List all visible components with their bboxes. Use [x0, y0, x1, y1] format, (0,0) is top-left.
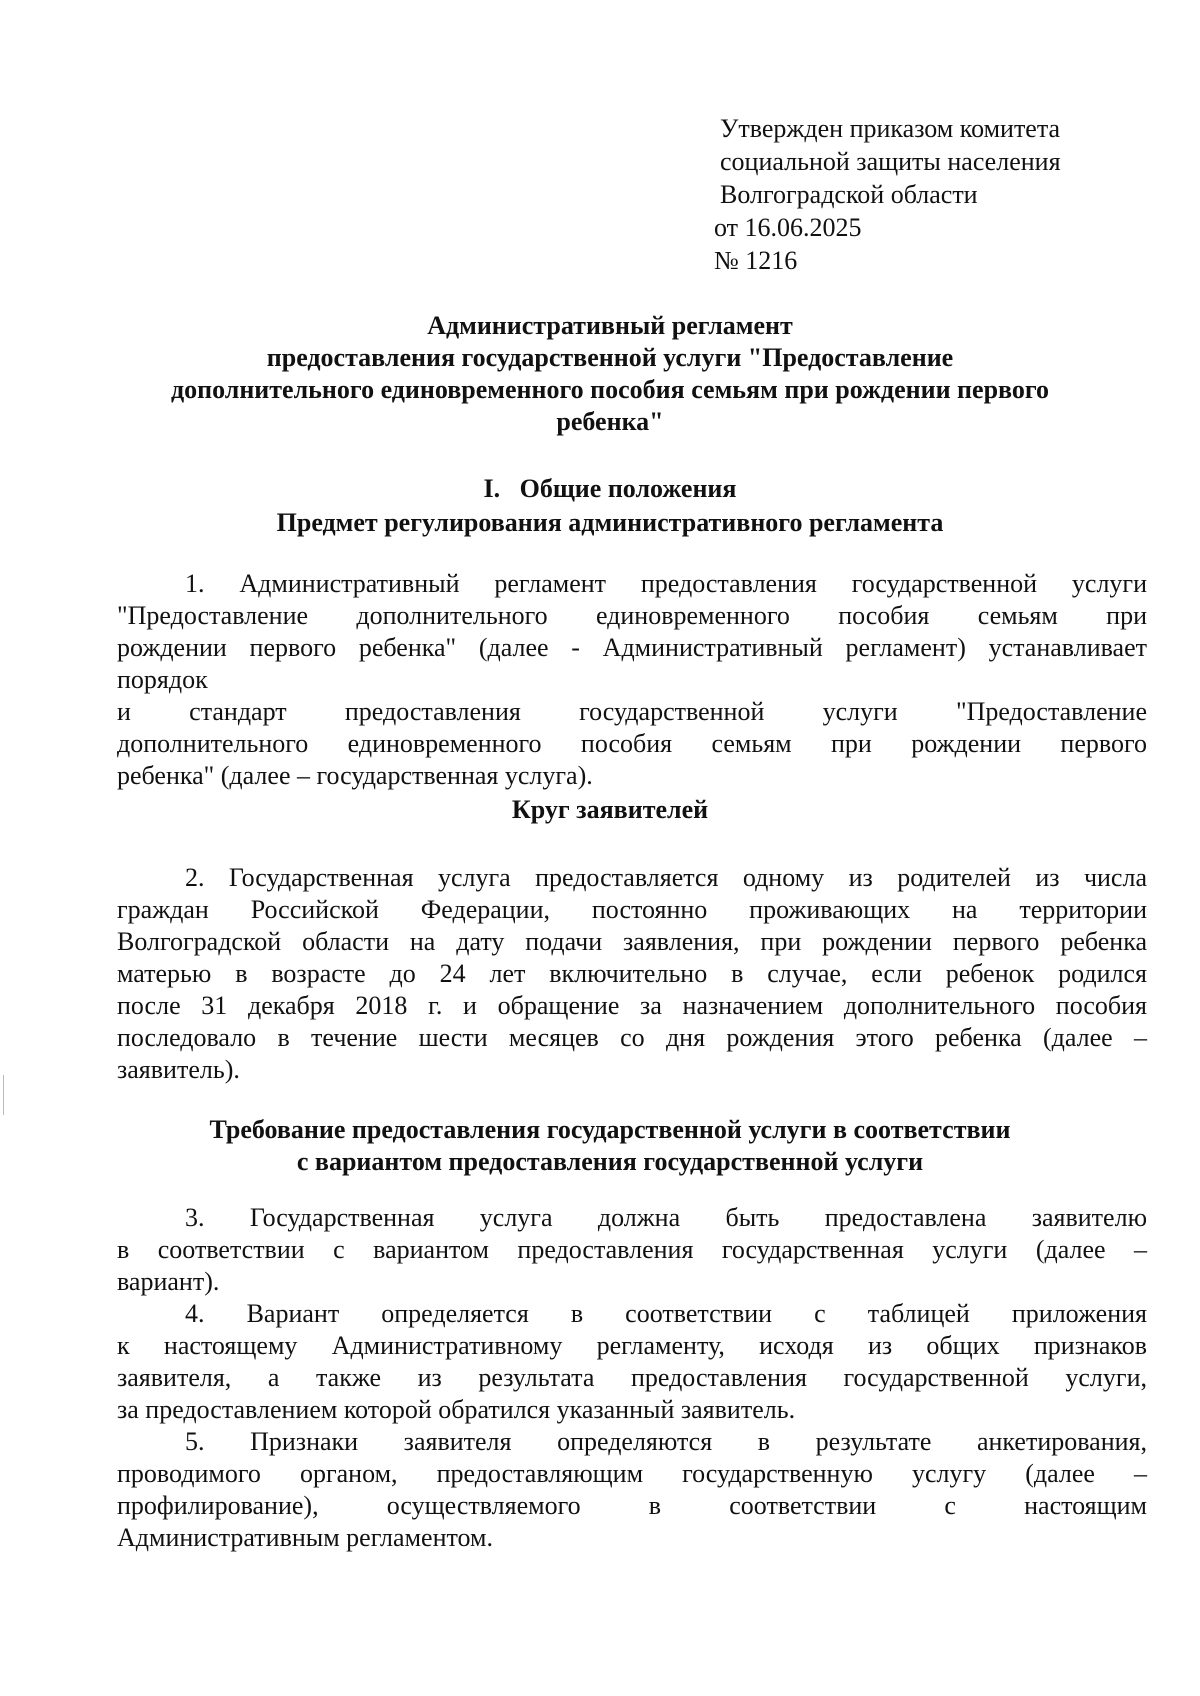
paragraph-1-line: ребенка" (далее – государственная услуга).	[117, 761, 593, 790]
requirement-heading-line-2: с вариантом предоставления государственной услуги	[296, 1147, 924, 1176]
paragraph-1-line: порядок	[117, 665, 208, 694]
paragraph-2-line: заявитель).	[117, 1055, 240, 1084]
title-line-1: Административный регламент	[427, 311, 793, 340]
paragraph-4-line: к настоящему Административному регламенту, исходя из общих признаков	[117, 1331, 1147, 1360]
paragraph-1-line: 1. Административный регламент предоставления государственной услуги	[185, 569, 1147, 598]
paragraph-4	[117, 1298, 1147, 1426]
paragraph-2-line: матерью в возрасте до 24 лет включительно в случае, если ребенок родился	[117, 959, 1147, 988]
approval-line-2: социальной защиты населения	[720, 147, 1061, 176]
paragraph-1-line: и стандарт предоставления государственной услуги "Предоставление	[117, 697, 1147, 726]
paragraph-1-line: "Предоставление дополнительного единовременного пособия семьям при	[117, 601, 1147, 630]
paragraph-2-line: Волгоградской области на дату подачи заявления, при рождении первого ребенка	[117, 927, 1147, 956]
applicants-heading-text: Круг заявителей	[511, 795, 709, 824]
paragraph-5	[117, 1426, 1147, 1554]
paragraph-1	[117, 568, 1147, 792]
paragraph-5-line: Административным регламентом.	[117, 1523, 493, 1552]
title-line-3: дополнительного единовременного пособия семьям при рождении первого	[170, 375, 1050, 404]
paragraph-3-line: 3. Государственная услуга должна быть предоставлена заявителю	[185, 1203, 1147, 1232]
section-1-heading	[110, 472, 1110, 540]
paragraph-5-line: профилирование), осуществляемого в соответствии с настоящим	[117, 1491, 1147, 1520]
approval-stamp	[714, 112, 1061, 277]
paragraph-2-line: последовало в течение шести месяцев со дня рождения этого ребенка (далее –	[117, 1023, 1147, 1052]
requirement-heading	[110, 1114, 1110, 1178]
paragraph-4-line: за предоставлением которой обратился указанный заявитель.	[117, 1395, 796, 1424]
section-1-subtitle: Предмет регулирования административного регламента	[276, 508, 944, 537]
section-1-title: I. Общие положения	[483, 474, 737, 503]
requirement-heading-line-1: Требование предоставления государственной услуги в соответствии	[209, 1115, 1011, 1144]
paragraph-1-line: рождении первого ребенка" (далее - Административный регламент) устанавливает	[117, 633, 1147, 662]
applicants-heading	[110, 794, 1110, 826]
title-line-4: ребенка"	[556, 407, 664, 436]
paragraph-2-line: после 31 декабря 2018 г. и обращение за назначением дополнительного пособия	[117, 991, 1147, 1020]
paragraph-5-line: проводимого органом, предоставляющим государственную услугу (далее –	[117, 1459, 1147, 1488]
paragraph-3	[117, 1202, 1147, 1298]
paragraph-4-line: заявителя, а также из результата предоставления государственной услуги,	[117, 1363, 1147, 1392]
approval-line-1: Утвержден приказом комитета	[720, 114, 1061, 143]
paragraph-3-line: вариант).	[117, 1267, 220, 1296]
approval-date: от 16.06.2025	[714, 213, 862, 242]
document-title	[110, 310, 1110, 438]
approval-line-3: Волгоградской области	[720, 180, 978, 209]
paragraph-2-line: граждан Российской Федерации, постоянно проживающих на территории	[117, 895, 1147, 924]
paragraph-4-line: 4. Вариант определяется в соответствии с таблицей приложения	[185, 1299, 1147, 1328]
paragraph-2-line: 2. Государственная услуга предоставляется одному из родителей из числа	[185, 863, 1147, 892]
paragraph-5-line: 5. Признаки заявителя определяются в результате анкетирования,	[185, 1427, 1147, 1456]
title-line-2: предоставления государственной услуги "Предоставление	[266, 343, 954, 372]
paragraph-2	[117, 862, 1147, 1086]
approval-number: № 1216	[714, 246, 798, 275]
scan-edge-mark	[3, 1075, 4, 1115]
paragraph-3-line: в соответствии с вариантом предоставления государственная услуги (далее –	[117, 1235, 1147, 1264]
paragraph-1-line: дополнительного единовременного пособия семьям при рождении первого	[117, 729, 1147, 758]
